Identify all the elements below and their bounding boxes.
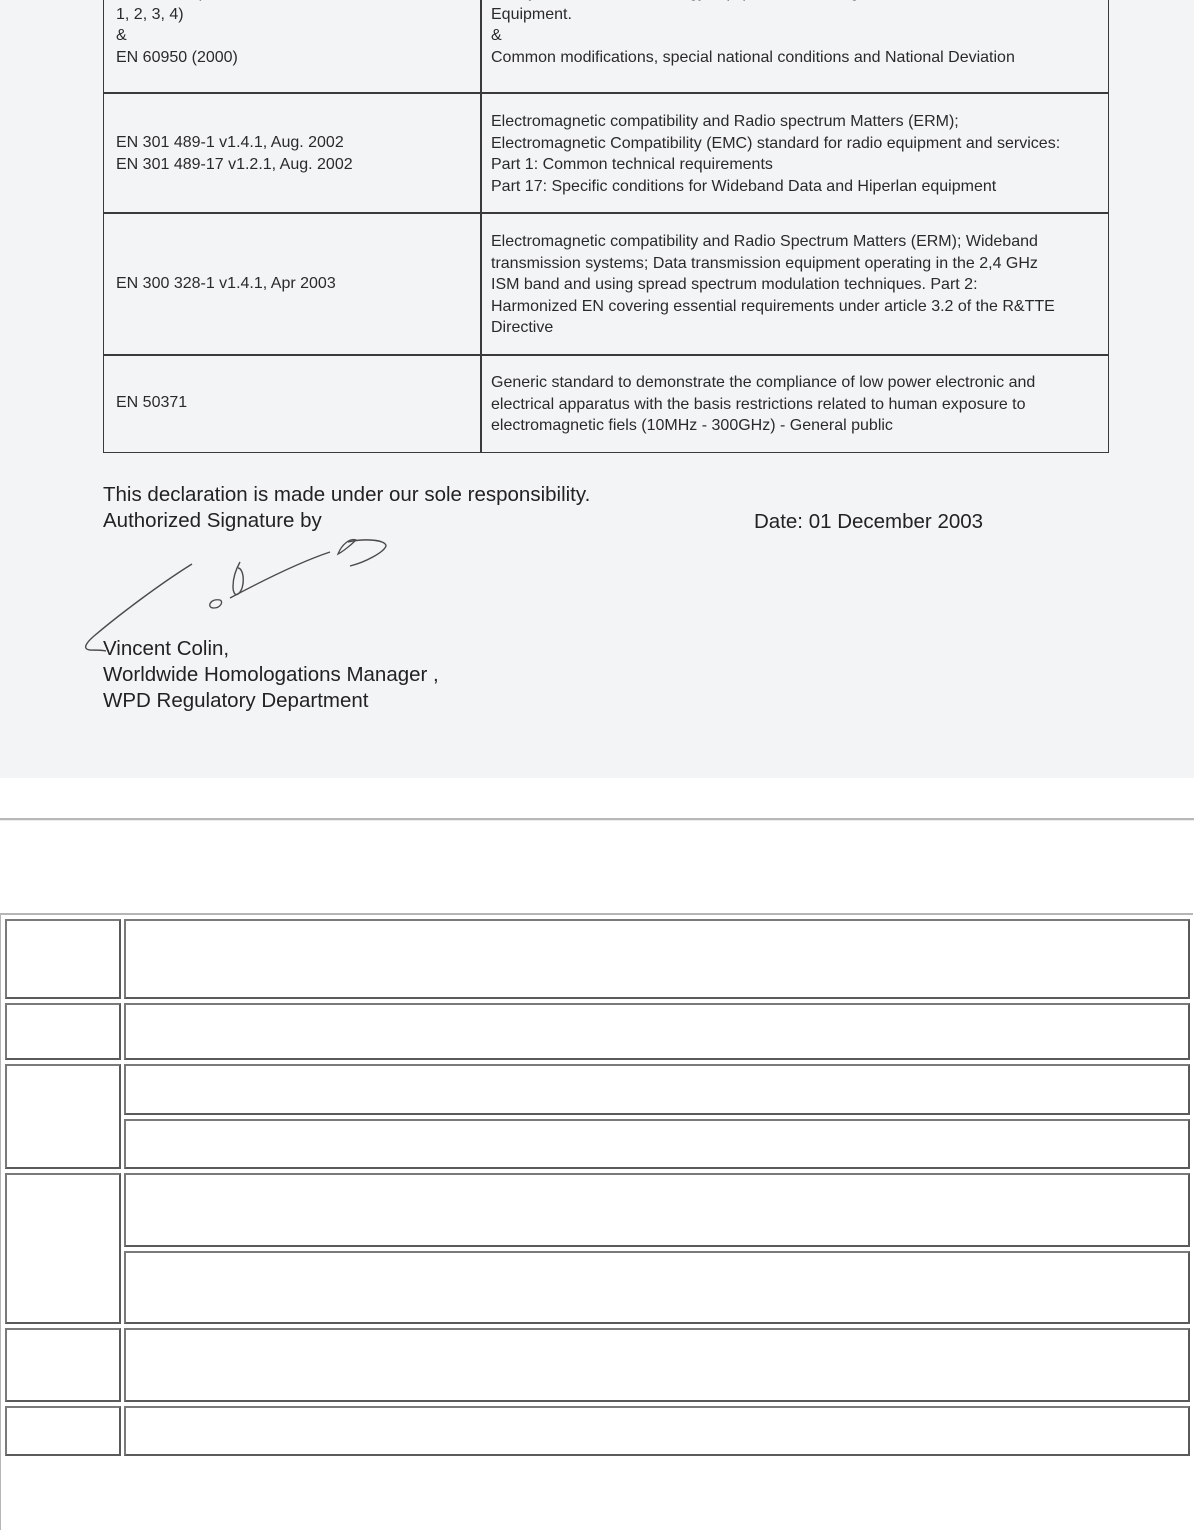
declaration-date: Date: 01 December 2003 (754, 510, 984, 533)
cell-line: Harmonized EN covering essential requirements under article 3.2 of the R&TTE (491, 297, 1055, 315)
table-cell (5, 1064, 121, 1169)
cell-line (116, 0, 448, 4)
table-cell (5, 1406, 121, 1456)
authorized-signature-label: Authorized Signature by (103, 509, 322, 532)
cell-line: Equipment. (491, 5, 572, 23)
row-divider (104, 212, 1108, 214)
cell-line: & (116, 27, 127, 44)
cell-line: Electromagnetic compatibility and Radio Spectrum Matters (ERM); Wideband (491, 233, 1038, 250)
cell-line: Directive (491, 319, 554, 336)
standard-description-cell (491, 111, 1060, 197)
cell-line: EN 301 489-17 v1.2.1, Aug. 2002 (116, 155, 353, 173)
row-divider (104, 354, 1108, 356)
table-cell (124, 1003, 1190, 1060)
table-cell (124, 1251, 1190, 1324)
empty-layout-table (0, 913, 1193, 1530)
signatory-department: WPD Regulatory Department (103, 689, 369, 712)
cell-line: Part 17: Specific conditions for Wideband Data and Hiperlan equipment (491, 177, 997, 195)
horizontal-rule (0, 818, 1194, 821)
cell-line: EN 60950 (2000) (116, 48, 238, 66)
cell-line: ISM band and using spread spectrum modulation techniques. Part 2: (491, 276, 978, 293)
cell-line: EN 301 489-1 v1.4.1, Aug. 2002 (116, 134, 344, 151)
standard-description-cell (491, 372, 1035, 437)
standard-ref-cell (116, 0, 448, 68)
cell-line: Generic standard to demonstrate the compliance of low power electronic and (491, 374, 1036, 391)
cell-line: electrical apparatus with the basis restrictions related to human exposure to (491, 395, 1026, 413)
cell-line: Part 1: Common technical requirements (491, 156, 773, 173)
standard-description-cell (491, 231, 1055, 339)
table-cell (5, 1173, 121, 1324)
table-cell (124, 1119, 1190, 1169)
standard-ref-cell (116, 132, 353, 175)
table-cell (5, 919, 121, 999)
signatory-name: Vincent Colin, (103, 637, 230, 660)
table-cell (5, 1328, 121, 1402)
cell-line: 1, 2, 3, 4) (116, 5, 184, 23)
cell-line: EN 50371 (116, 394, 188, 411)
cell-line (491, 0, 1015, 4)
standards-table (103, 0, 1109, 453)
cell-line: Electromagnetic Compatibility (EMC) standard for radio equipment and services: (491, 134, 1061, 152)
cell-line: & (491, 27, 502, 44)
table-cell (124, 1173, 1190, 1247)
cell-line: transmission systems; Data transmission equipment operating in the 2,4 GHz (491, 254, 1038, 272)
standard-ref-cell (116, 273, 336, 295)
signatory-block (103, 636, 439, 714)
table-cell (124, 1328, 1190, 1402)
row-divider (104, 92, 1108, 94)
cell-line: EN 300 328-1 v1.4.1, Apr 2003 (116, 275, 336, 292)
declaration-statement: This declaration is made under our sole responsibility. (103, 483, 591, 506)
signatory-title: Worldwide Homologations Manager , (103, 663, 439, 686)
cell-line: Common modifications, special national conditions and National Deviation (491, 48, 1015, 66)
table-cell (124, 1406, 1190, 1456)
standard-description-cell (491, 0, 1015, 68)
table-cell (124, 1064, 1190, 1115)
column-divider (480, 0, 482, 452)
cell-line: electromagnetic fiels (10MHz - 300GHz) - General public (491, 417, 893, 434)
table-cell (5, 1003, 121, 1060)
table-cell (124, 919, 1190, 999)
declaration-block (103, 482, 590, 534)
cell-line: Electromagnetic compatibility and Radio spectrum Matters (ERM); (491, 113, 959, 130)
standard-ref-cell (116, 392, 187, 414)
